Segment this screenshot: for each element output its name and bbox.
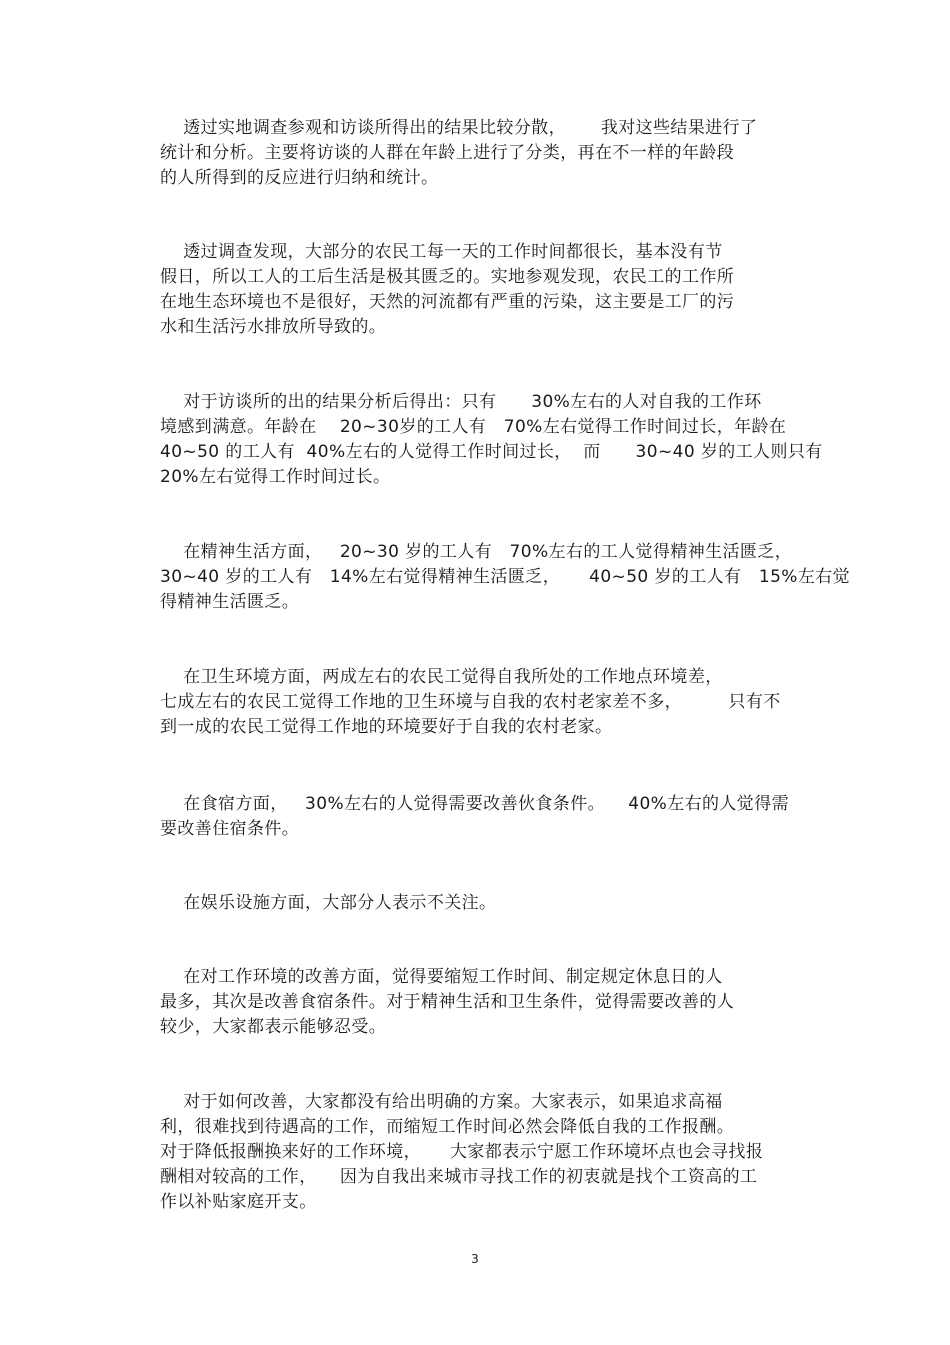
text-line: 的人所得到的反应进行归纳和统计。 [160, 168, 439, 188]
text-line: 20%左右觉得工作时间过长。 [160, 467, 391, 487]
text-line: 七成左右的农民工觉得工作地的卫生环境与自我的农村老家差不多， 只有不 [160, 692, 781, 712]
text-line: 假日，所以工人的工后生活是极其匮乏的。实地参观发现，农民工的工作所 [160, 267, 735, 287]
text-line: 透过实地调查参观和访谈所得出的结果比较分散， 我对这些结果进行了 [160, 118, 758, 138]
text-line: 在卫生环境方面，两成左右的农民工觉得自我所处的工作地点环境差， [160, 667, 723, 687]
paragraph-7 [160, 891, 800, 916]
paragraph-5 [160, 665, 800, 740]
paragraph-1 [160, 116, 800, 191]
text-line: 在精神生活方面， 20~30 岁的工人有 70%左右的工人觉得精神生活匮乏， [160, 542, 793, 562]
text-line: 较少，大家都表示能够忍受。 [160, 1017, 387, 1037]
text-line: 在食宿方面， 30%左右的人觉得需要改善伙食条件。 40%左右的人觉得需 [160, 794, 790, 814]
paragraph-4 [160, 540, 851, 615]
text-line: 到一成的农民工觉得工作地的环境要好于自我的农村老家。 [160, 717, 613, 737]
text-line: 境感到满意。年龄在 20~30岁的工人有 70%左右觉得工作时间过长，年龄在 [160, 417, 787, 437]
text-line: 统计和分析。主要将访谈的人群在年龄上进行了分类，再在不一样的年龄段 [160, 143, 735, 163]
paragraph-6 [160, 792, 800, 842]
text-line: 对于访谈所的出的结果分析后得出：只有 30%左右的人对自我的工作环 [160, 392, 762, 412]
text-line: 在对工作环境的改善方面，觉得要缩短工作时间、制定规定休息日的人 [160, 967, 723, 987]
text-line: 在娱乐设施方面，大部分人表示不关注。 [160, 893, 497, 913]
text-line: 对于降低报酬换来好的工作环境， 大家都表示宁愿工作环境坏点也会寻找报 [160, 1142, 764, 1162]
paragraph-9 [160, 1090, 800, 1215]
text-line: 酬相对较高的工作， 因为自我出来城市寻找工作的初衷就是找个工资高的工 [160, 1167, 758, 1187]
paragraph-8 [160, 965, 800, 1040]
text-line: 在地生态环境也不是很好，天然的河流都有严重的污染，这主要是工厂的污 [160, 292, 735, 312]
page-number: 3 [471, 1252, 479, 1266]
text-line: 要改善住宿条件。 [160, 819, 300, 839]
text-line: 利，很难找到待遇高的工作，而缩短工作时间必然会降低自我的工作报酬。 [160, 1117, 735, 1137]
text-line: 对于如何改善，大家都没有给出明确的方案。大家表示，如果追求高福 [160, 1092, 723, 1112]
text-line: 30~40 岁的工人有 14%左右觉得精神生活匮乏， 40~50 岁的工人有 15%左右觉 [160, 567, 851, 587]
paragraph-2 [160, 240, 800, 340]
text-line: 水和生活污水排放所导致的。 [160, 317, 387, 337]
text-line: 透过调查发现，大部分的农民工每一天的工作时间都很长，基本没有节 [160, 242, 723, 262]
paragraph-3 [160, 390, 823, 490]
text-line: 作以补贴家庭开支。 [160, 1192, 317, 1212]
text-line: 最多，其次是改善食宿条件。对于精神生活和卫生条件，觉得需要改善的人 [160, 992, 735, 1012]
text-line: 得精神生活匮乏。 [160, 592, 300, 612]
text-line: 40~50 的工人有 40%左右的人觉得工作时间过长， 而 30~40 岁的工人则只有 [160, 442, 823, 462]
